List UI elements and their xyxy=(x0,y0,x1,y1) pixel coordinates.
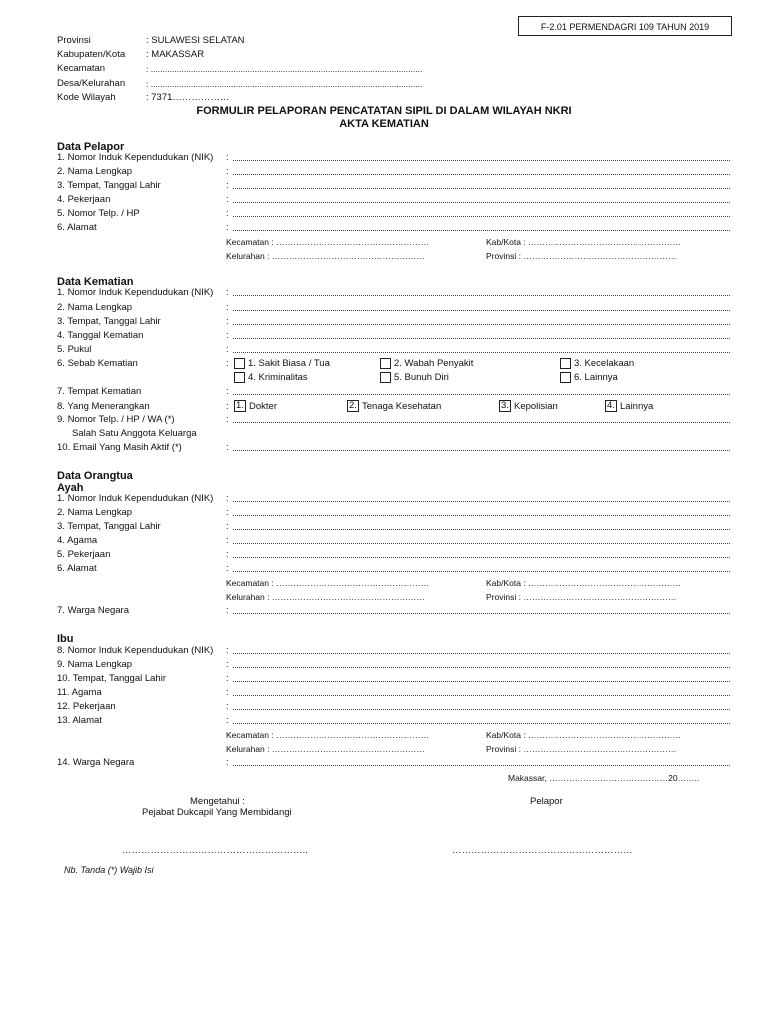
ayah-kelurahan-field[interactable]: Kelurahan : ……………………………………………… xyxy=(226,592,425,602)
field-number: 2. xyxy=(57,302,65,313)
field-label: Tempat, Tanggal Lahir xyxy=(67,521,161,532)
pelapor-alamat-input[interactable] xyxy=(233,229,730,231)
pejabat-signature-line[interactable]: ………………………………………………….. xyxy=(122,845,308,856)
field-label: Nama Lengkap xyxy=(67,507,133,518)
field-label: Nomor Induk Kependudukan (NIK) xyxy=(67,645,214,656)
field-label: Alamat xyxy=(72,715,102,726)
field-colon: : xyxy=(226,605,229,616)
field-number: 10. xyxy=(57,673,71,684)
pelapor-telp-input[interactable] xyxy=(233,215,730,217)
field-label: Nama Lengkap xyxy=(67,659,133,670)
field-number: 5. xyxy=(57,208,65,219)
field-label: Pekerjaan xyxy=(67,194,111,205)
sebab-checkbox-5[interactable] xyxy=(380,372,391,383)
sebab-option-label: 4. Kriminalitas xyxy=(248,372,308,383)
field-colon: : xyxy=(226,166,229,177)
sebab-checkbox-6[interactable] xyxy=(560,372,571,383)
field-colon: : xyxy=(226,645,229,656)
kematian-pukul-input[interactable] xyxy=(233,351,730,353)
field-number: 6. xyxy=(57,358,65,369)
menerangkan-checkbox-1[interactable]: 1. xyxy=(236,400,244,411)
pelapor-ttl-input[interactable] xyxy=(233,187,730,189)
ayah-pekerjaan-input[interactable] xyxy=(233,556,730,558)
field-number: 7. xyxy=(57,605,65,616)
field-label: Nomor Induk Kependudukan (NIK) xyxy=(67,287,214,298)
field-number: 1. xyxy=(57,287,65,298)
field-colon: : xyxy=(226,549,229,560)
menerangkan-checkbox-3[interactable]: 3. xyxy=(501,400,509,411)
kematian-tanggal-input[interactable] xyxy=(233,337,730,339)
subsection-heading-ayah: Ayah xyxy=(57,482,84,494)
ayah-nama-input[interactable] xyxy=(233,514,730,516)
form-code-badge: F-2.01 PERMENDAGRI 109 TAHUN 2019 xyxy=(518,16,732,36)
field-colon: : xyxy=(226,316,229,327)
menerangkan-option-label: Kepolisian xyxy=(514,401,558,412)
footnote: Nb. Tanda (*) Wajib Isi xyxy=(64,865,154,875)
pelapor-kecamatan-field[interactable]: Kecamatan : ……………………………………………… xyxy=(226,237,430,247)
ibu-kelurahan-field[interactable]: Kelurahan : ……………………………………………… xyxy=(226,744,425,754)
field-number: 6. xyxy=(57,563,65,574)
ibu-provinsi-field[interactable]: Provinsi : ……………………………………………… xyxy=(486,744,677,754)
field-colon: : xyxy=(226,386,229,397)
sebab-option-label: 3. Kecelakaan xyxy=(574,358,635,369)
field-number: 13. xyxy=(57,715,71,726)
field-colon: : xyxy=(226,344,229,355)
field-number: 9. xyxy=(57,414,65,425)
ayah-kecamatan-field[interactable]: Kecamatan : ……………………………………………… xyxy=(226,578,430,588)
ayah-ttl-input[interactable] xyxy=(233,528,730,530)
field-number: 9. xyxy=(57,659,65,670)
field-label: Pekerjaan xyxy=(67,549,111,560)
ibu-ttl-input[interactable] xyxy=(233,680,730,682)
header-label-kabupaten: Kabupaten/Kota xyxy=(57,49,126,60)
field-number: 2. xyxy=(57,507,65,518)
pelapor-kelurahan-field[interactable]: Kelurahan : ……………………………………………… xyxy=(226,251,425,261)
form-subtitle: AKTA KEMATIAN xyxy=(339,118,429,130)
field-label-sub: Salah Satu Anggota Keluarga xyxy=(72,428,197,439)
field-colon: : xyxy=(226,659,229,670)
field-number: 14. xyxy=(57,757,71,768)
field-number: 3. xyxy=(57,521,65,532)
field-label: Nomor Induk Kependudukan (NIK) xyxy=(67,493,214,504)
sebab-option-label: 5. Bunuh Diri xyxy=(394,372,449,383)
menerangkan-checkbox-4[interactable]: 4. xyxy=(607,400,615,411)
section-heading-pelapor: Data Pelapor xyxy=(57,141,125,153)
field-number: 10. xyxy=(57,442,71,453)
field-label: Sebab Kematian xyxy=(67,358,138,369)
form-title: FORMULIR PELAPORAN PENCATATAN SIPIL DI DALAM WILAYAH NKRI xyxy=(196,105,572,117)
sebab-checkbox-4[interactable] xyxy=(234,372,245,383)
field-colon: : xyxy=(226,222,229,233)
field-label: Warga Negara xyxy=(72,757,135,768)
field-label: Nomor Induk Kependudukan (NIK) xyxy=(67,152,214,163)
sebab-option-label: 2. Wabah Penyakit xyxy=(394,358,474,369)
menerangkan-option-label: Lainnya xyxy=(620,401,654,412)
field-label: Tempat Kematian xyxy=(67,386,142,397)
sebab-option-label: 6. Lainnya xyxy=(574,372,618,383)
field-number: 11. xyxy=(57,687,70,698)
sebab-checkbox-1[interactable] xyxy=(234,358,245,369)
field-colon: : xyxy=(226,521,229,532)
ayah-provinsi-field[interactable]: Provinsi : ……………………………………………… xyxy=(486,592,677,602)
ayah-alamat-input[interactable] xyxy=(233,570,730,572)
ibu-nik-input[interactable] xyxy=(233,652,730,654)
field-label: Warga Negara xyxy=(67,605,130,616)
field-label: Tanggal Kematian xyxy=(67,330,144,341)
field-colon: : xyxy=(226,330,229,341)
field-number: 8. xyxy=(57,401,65,412)
field-colon: : xyxy=(226,152,229,163)
ibu-agama-input[interactable] xyxy=(233,694,730,696)
header-value-kabupaten: : MAKASSAR xyxy=(146,49,205,60)
header-value-kelurahan: : ................................................................................................................... xyxy=(146,79,423,89)
field-label: Nama Lengkap xyxy=(67,302,133,313)
field-colon: : xyxy=(226,302,229,313)
menerangkan-checkbox-2[interactable]: 2. xyxy=(349,400,357,411)
field-number: 8. xyxy=(57,645,65,656)
field-number: 7. xyxy=(57,386,65,397)
header-label-kode-wilayah: Kode Wilayah xyxy=(57,92,116,103)
field-colon: : xyxy=(226,563,229,574)
pejabat-label: Pejabat Dukcapil Yang Membidangi xyxy=(142,807,292,818)
pelapor-nama-input[interactable] xyxy=(233,173,730,175)
field-label: Nomor Telp. / HP xyxy=(67,208,140,219)
field-number: 3. xyxy=(57,316,65,327)
pelapor-pekerjaan-input[interactable] xyxy=(233,201,730,203)
ibu-alamat-input[interactable] xyxy=(233,722,730,724)
ibu-warga-negara-input[interactable] xyxy=(233,764,730,766)
field-number: 1. xyxy=(57,152,65,163)
kematian-nik-input[interactable] xyxy=(233,294,730,296)
sebab-checkbox-2[interactable] xyxy=(380,358,391,369)
ibu-nama-input[interactable] xyxy=(233,666,730,668)
header-value-provinsi: : SULAWESI SELATAN xyxy=(146,35,245,46)
field-number: 4. xyxy=(57,330,65,341)
field-colon: : xyxy=(226,715,229,726)
field-label: Agama xyxy=(71,687,102,698)
field-label: Nomor Telp. / HP / WA (*) xyxy=(67,414,175,425)
date-line[interactable]: Makassar, ……………………………………20…….. xyxy=(508,773,700,783)
field-label: Pekerjaan xyxy=(72,701,116,712)
field-label: Pukul xyxy=(67,344,92,355)
kematian-ttl-input[interactable] xyxy=(233,323,730,325)
field-colon: : xyxy=(226,401,229,412)
field-number: 5. xyxy=(57,549,65,560)
kematian-tempat-input[interactable] xyxy=(233,393,730,395)
section-heading-kematian: Data Kematian xyxy=(57,276,134,288)
ayah-warga-negara-input[interactable] xyxy=(233,612,730,614)
kematian-telp-input[interactable] xyxy=(233,421,730,423)
menerangkan-option-label: Tenaga Kesehatan xyxy=(362,401,442,412)
subsection-heading-ibu: Ibu xyxy=(57,633,74,645)
field-colon: : xyxy=(226,757,229,768)
field-colon: : xyxy=(226,414,229,425)
sebab-option-label: 1. Sakit Biasa / Tua xyxy=(248,358,330,369)
field-number: 6. xyxy=(57,222,65,233)
field-number: 4. xyxy=(57,194,65,205)
field-colon: : xyxy=(226,507,229,518)
field-label: Agama xyxy=(67,535,98,546)
pelapor-signature-line[interactable]: ………………………………………………… xyxy=(452,845,633,856)
field-colon: : xyxy=(226,442,229,453)
field-colon: : xyxy=(226,194,229,205)
field-label: Alamat xyxy=(67,222,97,233)
field-number: 4. xyxy=(57,535,65,546)
ibu-kecamatan-field[interactable]: Kecamatan : ……………………………………………… xyxy=(226,730,430,740)
ayah-nik-input[interactable] xyxy=(233,500,730,502)
field-colon: : xyxy=(226,673,229,684)
kematian-email-input[interactable] xyxy=(233,449,730,451)
field-colon: : xyxy=(226,358,229,369)
ibu-kabkota-field[interactable]: Kab/Kota : ……………………………………………… xyxy=(486,730,682,740)
pelapor-label: Pelapor xyxy=(530,796,563,807)
field-label: Tempat, Tanggal Lahir xyxy=(67,316,161,327)
field-colon: : xyxy=(226,493,229,504)
field-label: Yang Menerangkan xyxy=(67,401,150,412)
field-number: 1. xyxy=(57,493,65,504)
field-label: Alamat xyxy=(67,563,97,574)
field-number: 3. xyxy=(57,180,65,191)
field-colon: : xyxy=(226,287,229,298)
field-colon: : xyxy=(226,208,229,219)
field-number: 5. xyxy=(57,344,65,355)
pelapor-kabkota-field[interactable]: Kab/Kota : ……………………………………………… xyxy=(486,237,682,247)
pelapor-nik-input[interactable] xyxy=(233,159,730,161)
field-colon: : xyxy=(226,535,229,546)
field-number: 2. xyxy=(57,166,65,177)
ayah-kabkota-field[interactable]: Kab/Kota : ……………………………………………… xyxy=(486,578,682,588)
header-value-kode-wilayah: : 7371……………… xyxy=(146,92,230,103)
header-label-kecamatan: Kecamatan xyxy=(57,63,106,74)
field-colon: : xyxy=(226,180,229,191)
header-label-kelurahan: Desa/Kelurahan xyxy=(57,78,126,89)
menerangkan-option-label: Dokter xyxy=(249,401,277,412)
sebab-checkbox-3[interactable] xyxy=(560,358,571,369)
ibu-pekerjaan-input[interactable] xyxy=(233,708,730,710)
field-label: Nama Lengkap xyxy=(67,166,133,177)
header-value-kecamatan: : ................................................................................................................... xyxy=(146,64,423,74)
field-colon: : xyxy=(226,687,229,698)
field-label: Tempat, Tanggal Lahir xyxy=(72,673,166,684)
field-label: Tempat, Tanggal Lahir xyxy=(67,180,161,191)
ayah-agama-input[interactable] xyxy=(233,542,730,544)
mengetahui-label: Mengetahui : xyxy=(190,796,245,807)
field-number: 12. xyxy=(57,701,71,712)
kematian-nama-input[interactable] xyxy=(233,309,730,311)
pelapor-provinsi-field[interactable]: Provinsi : ……………………………………………… xyxy=(486,251,677,261)
field-label: Email Yang Masih Aktif (*) xyxy=(72,442,182,453)
header-label-provinsi: Provinsi xyxy=(57,35,91,46)
field-colon: : xyxy=(226,701,229,712)
section-heading-orangtua: Data Orangtua xyxy=(57,470,133,482)
